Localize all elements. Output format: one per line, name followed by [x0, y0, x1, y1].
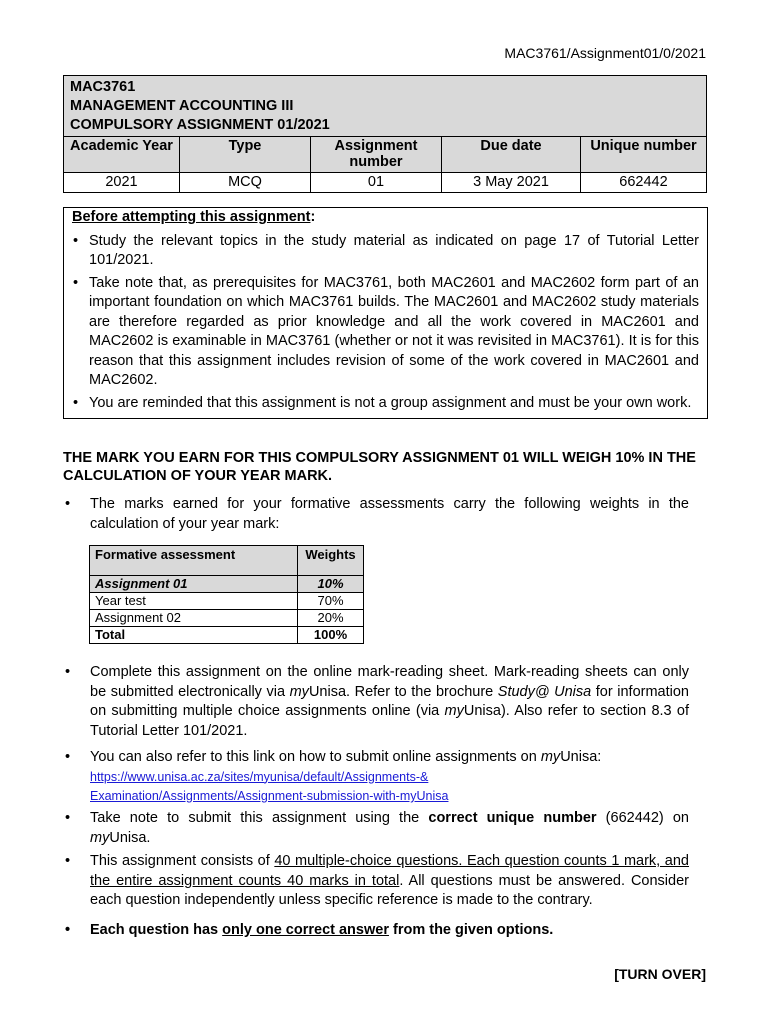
course-name: MANAGEMENT ACCOUNTING III: [70, 98, 294, 114]
notice-heading: Before attempting this assignment:: [72, 209, 316, 225]
marks-intro: • The marks earned for your formative assessments carry the following weights in the calculation of your year mark:: [63, 495, 689, 534]
value-unique-number: 662442: [581, 173, 707, 193]
course-code: MAC3761: [70, 79, 136, 95]
value-due-date: 3 May 2021: [442, 173, 581, 193]
table-row: [90, 576, 364, 593]
notice-item: • Take note that, as prerequisites for MAC3761, both MAC2601 and MAC2602 form part of an important foundation on which MAC3761 builds. The MAC2601 and MAC2602 study materials are therefore regarded as prior knowledge and all the work covered in MAC2601 and MAC2602 is examinable in MAC3761 (whether or not it was revisited in MAC3761). It is for this reason that this assignment includes revision of some of the work covered in MAC2601 and MAC2602.: [72, 274, 699, 391]
weights-col-weight: Weights: [298, 546, 364, 576]
row-name: Year test: [90, 593, 298, 610]
row-weight: 70%: [298, 593, 364, 610]
table-row: [90, 593, 364, 610]
assignment-title: COMPULSORY ASSIGNMENT 01/2021: [70, 117, 330, 133]
table-row: [90, 627, 364, 644]
row-weight: 100%: [298, 627, 364, 644]
row-weight: 20%: [298, 610, 364, 627]
submission-help-link[interactable]: https://www.unisa.ac.za/sites/myunisa/default/Assignments-&: [90, 769, 429, 784]
col-header-assignment-number: Assignment number: [311, 137, 442, 173]
row-name: Assignment 01: [90, 576, 298, 593]
value-academic-year: 2021: [64, 173, 180, 193]
one-answer-bullet: • Each question has only one correct answer from the given options.: [63, 921, 689, 941]
col-header-due-date: Due date: [442, 137, 581, 173]
row-name: Assignment 02: [90, 610, 298, 627]
notice-item: • Study the relevant topics in the study material as indicated on page 17 of Tutorial Letter 101/2021.: [72, 232, 699, 271]
before-attempting-box: [63, 207, 708, 419]
marks-weights-bullet: [63, 495, 689, 534]
col-header-academic-year: Academic Year: [64, 137, 180, 173]
notice-item: • You are reminded that this assignment is not a group assignment and must be your own work.: [72, 394, 699, 414]
col-header-type: Type: [180, 137, 311, 173]
col-header-unique-number: Unique number: [581, 137, 707, 173]
value-type: MCQ: [180, 173, 311, 193]
submission-help-link-cont[interactable]: Examination/Assignments/Assignment-submission-with-myUnisa: [90, 789, 449, 803]
online-submission-bullet: • Complete this assignment on the online mark-reading sheet. Mark-reading sheets can only be submitted electronically via myUnisa. Refer to the brochure Study@ Unisa for information on submitting multiple choice assignments online (via myUnisa). Also refer to section 8.3 of Tutorial Letter 101/2021.: [63, 663, 689, 741]
row-weight: 10%: [298, 576, 364, 593]
course-info-table: [63, 75, 707, 193]
turn-over-label: [TURN OVER]: [614, 966, 706, 982]
link-bullet: • You can also refer to this link on how to submit online assignments on myUnisa: https://www.unisa.ac.za/sites/myunisa/default/Assignments-& Examination/Assignments/Assignment-submission-with-myUnisa: [63, 748, 689, 807]
unique-number-bullet: • Take note to submit this assignment using the correct unique number (662442) on myUnisa.: [63, 809, 689, 848]
page-header-reference: MAC3761/Assignment01/0/2021: [504, 45, 706, 61]
weight-statement: THE MARK YOU EARN FOR THIS COMPULSORY ASSIGNMENT 01 WILL WEIGH 10% IN THE CALCULATION OF YOUR YEAR MARK.: [63, 450, 696, 484]
value-assignment-number: 01: [311, 173, 442, 193]
course-title-block: [64, 76, 707, 137]
weights-table: [89, 545, 364, 644]
question-count-bullet: • This assignment consists of 40 multiple-choice questions. Each question counts 1 mark, and the entire assignment counts 40 marks in total. All questions must be answered. Consider each question independently unless specific reference is made to the contrary.: [63, 852, 689, 911]
row-name: Total: [90, 627, 298, 644]
table-row: [90, 610, 364, 627]
notice-list: [72, 232, 699, 414]
weights-col-assessment: Formative assessment: [90, 546, 298, 576]
